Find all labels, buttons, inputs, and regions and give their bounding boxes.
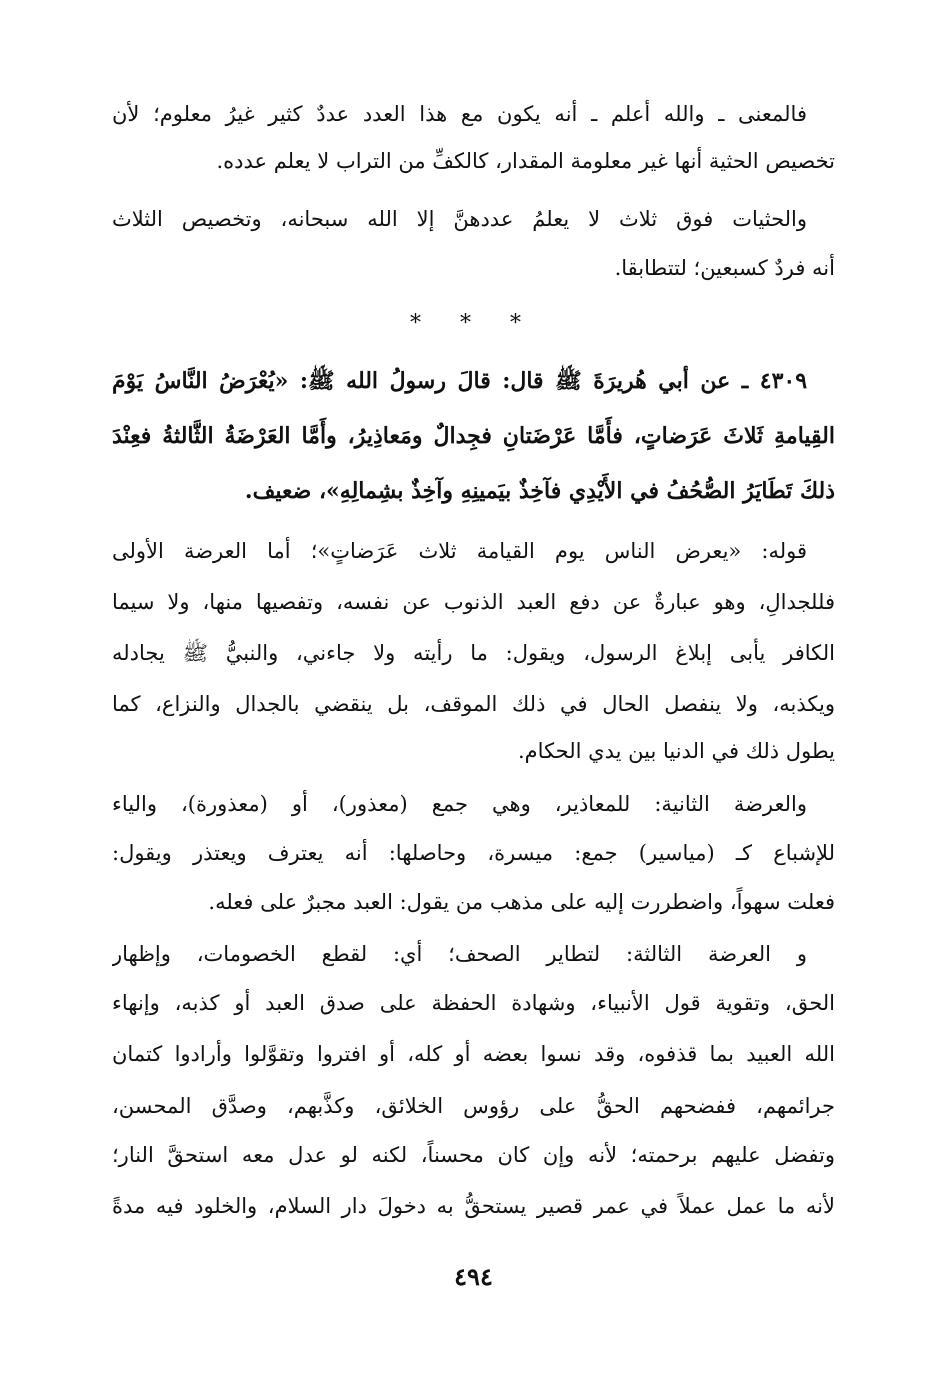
paragraph-5-line-6: لأنه ما عمل عملاً في عمر قصير يستحقُّ به دخولَ دار السلام، والخلود فيه مدةً <box>112 1194 835 1218</box>
paragraph-4-line-3: فعلت سهواً، واضطررت إليه على مذهب من يقول: العبد مجبرٌ على فعله. <box>208 890 835 914</box>
paragraph-5-line-5: وتفضل عليهم برحمته؛ لأنه وإن كان محسناً، لكنه لو عدل معه استحقَّ النار؛ <box>112 1143 835 1167</box>
paragraph-3-line-1: قوله: «يعرض الناس يوم القيامة ثلاث عَرَضاتٍ»؛ أما العرضة الأولى <box>112 539 807 563</box>
paragraph-2-line-2: أنه فردٌ كسبعين؛ لتتطابقا. <box>614 256 835 280</box>
paragraph-4-line-2: للإشباع كـ (مياسير) جمع: ميسرة، وحاصلها: أنه يعترف ويعتذر ويقول: <box>112 841 835 865</box>
paragraph-5-line-1: و العرضة الثالثة: لتطاير الصحف؛ أي: لقطع الخصومات، وإظهار <box>112 942 807 966</box>
paragraph-5-line-2: الحق، وتقوية قول الأنبياء، وشهادة الحفظة على صدق العبد أو كذبه، وإنهاء <box>112 991 835 1015</box>
paragraph-4-line-1: والعرضة الثانية: للمعاذير، وهي جمع (معذور)، أو (معذورة)، والياء <box>112 792 807 816</box>
paragraph-1-line-2: تخصيص الحثية أنها غير معلومة المقدار، كالكفِّ من التراب لا يعلم عدده. <box>216 149 835 173</box>
page-number: ٤٩٤ <box>454 1262 493 1291</box>
paragraph-3-line-4: ويكذبه، ولا ينفصل الحال في ذلك الموقف، بل ينقضي بالجدال والنزاع، كما <box>112 692 835 716</box>
section-separator: * * * <box>410 311 537 336</box>
paragraph-3-line-2: فللجدالِ، وهو عبارةٌ عن دفع العبد الذنوب عن نفسه، وتفصيها منها، ولا سيما <box>112 590 835 614</box>
paragraph-5-line-4: جرائمهم، ففضحهم الحقُّ على رؤوس الخلائق، وكذَّبهم، وصدَّق المحسن، <box>112 1094 835 1118</box>
hadith-line-3: ذلكَ تَطَايَرُ الصُّحُفُ في الأَيْدِي فآخِذٌ بيَمينِهِ وآخِذٌ بشِمالِهِ»، ضعيف. <box>244 478 835 504</box>
paragraph-3-line-5: يطول ذلك في الدنيا بين يدي الحكام. <box>518 739 835 763</box>
hadith-line-1: ٤٣٠٩ ـ عن أبي هُريرَةَ ﷺ قال: قالَ رسولُ الله ﷺ: «يُعْرَضُ النَّاسُ يَوْمَ <box>112 368 808 394</box>
paragraph-3-line-3: الكافر يأبى إبلاغ الرسول، ويقول: ما رأيته ولا جاءني، والنبيُّ ﷺ يجادله <box>112 641 835 665</box>
paragraph-1-line-1: فالمعنى ـ والله أعلم ـ أنه يكون مع هذا العدد عددٌ كثير غيرُ معلوم؛ لأن <box>112 102 807 126</box>
paragraph-5-line-3: الله العبيد بما قذفوه، وقد نسوا بعضه أو كله، أو افتروا وتقوَّلوا وأرادوا كتمان <box>112 1042 835 1066</box>
hadith-line-2: القِيامةِ ثَلاثَ عَرَضاتٍ، فأَمَّا عَرْضَتانِ فجِدالٌ ومَعاذِيرُ، وأَمَّا العَرْضَةُ الثَّالثةُ فعِنْدَ <box>112 423 835 449</box>
paragraph-2-line-1: والحثيات فوق ثلاث لا يعلمُ عددهنَّ إلا الله سبحانه، وتخصيص الثلاث <box>112 207 807 231</box>
